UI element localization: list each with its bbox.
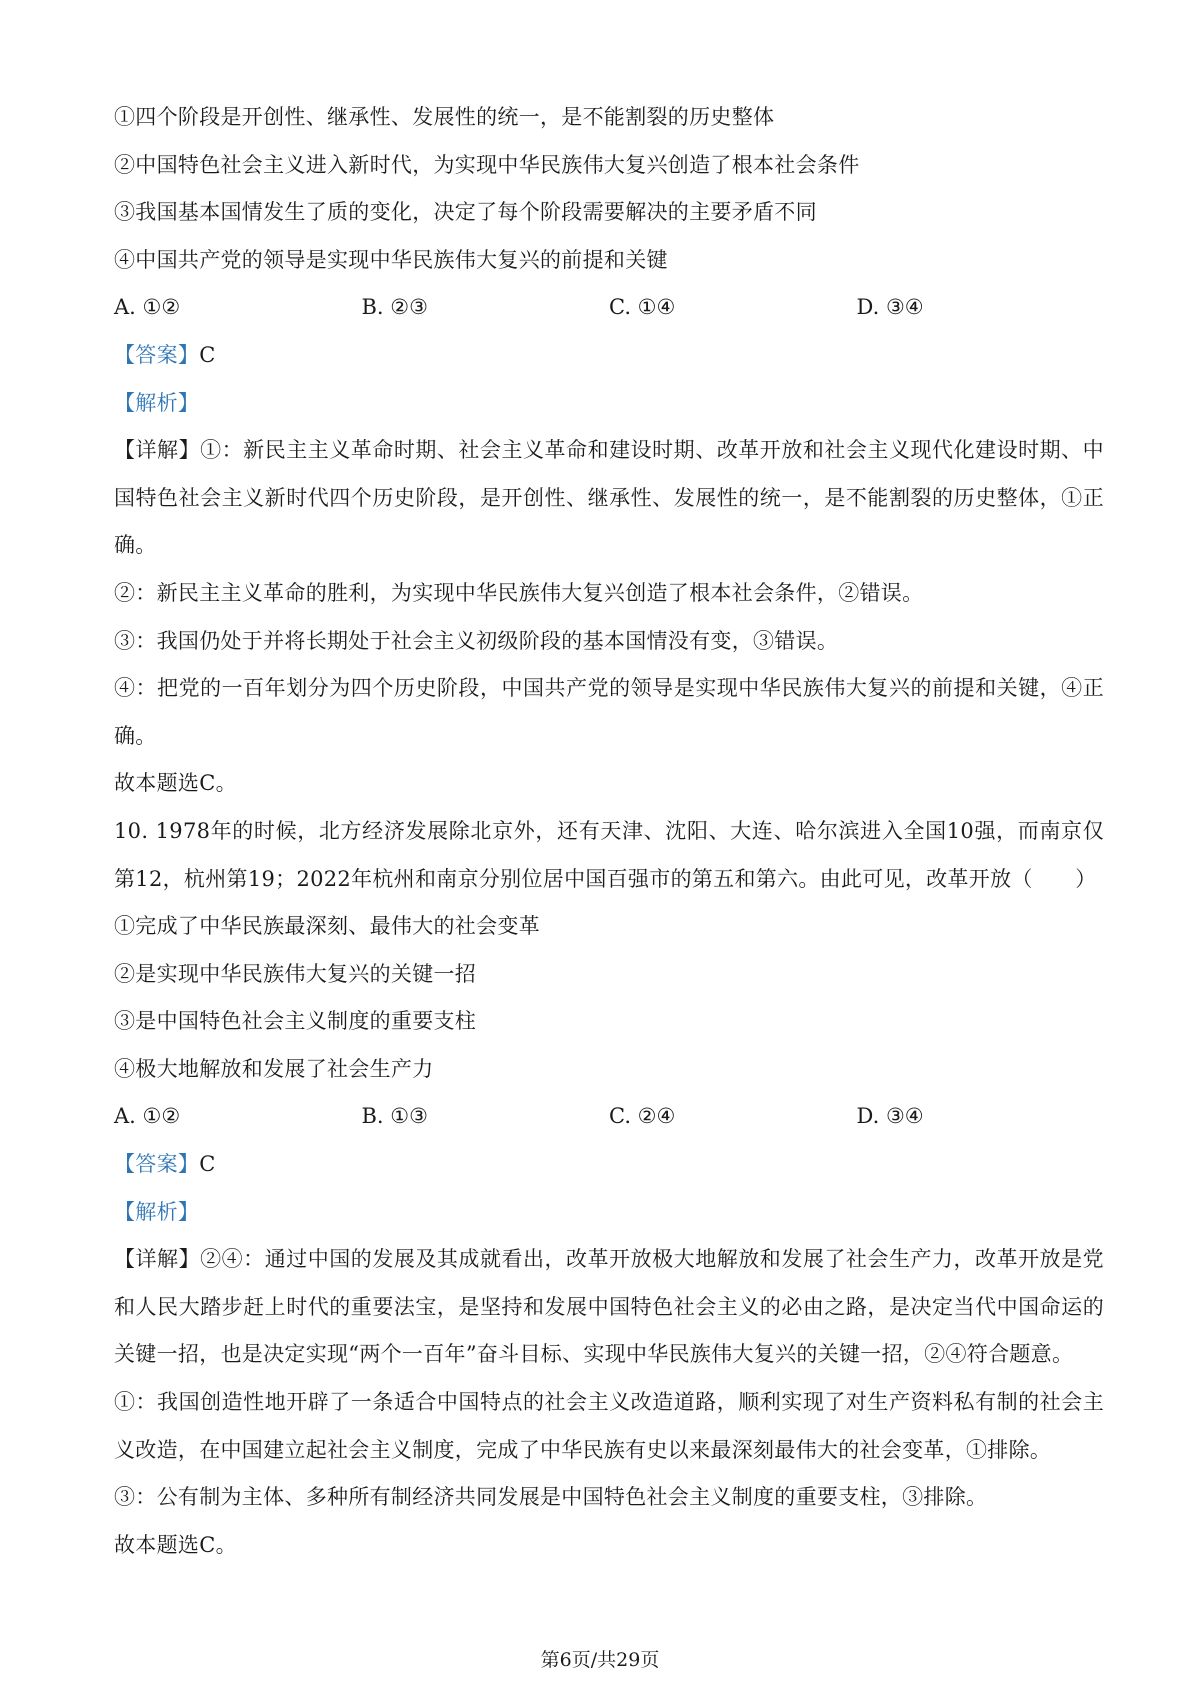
q10-option-c: C. ②④ — [609, 1104, 676, 1129]
document-page — [114, 94, 1104, 1569]
q9-statement-3: ③我国基本国情发生了质的变化，决定了每个阶段需要解决的主要矛盾不同 — [114, 200, 817, 225]
analysis-tag: 【解析】 — [114, 390, 200, 415]
q9-options — [114, 284, 1104, 332]
q9-conclusion: 故本题选C。 — [114, 771, 237, 796]
q10-answer — [114, 1141, 1104, 1189]
detail-tag: 【详解】 — [114, 1247, 201, 1272]
q9-option-d: D. ③④ — [856, 295, 924, 320]
q9-analysis — [114, 380, 1104, 428]
q9-statement-4: ④中国共产党的领导是实现中华民族伟大复兴的前提和关键 — [114, 247, 668, 272]
detail-tag: 【详解】 — [114, 438, 201, 463]
q9-detail-1 — [114, 427, 1104, 570]
q9-detail-2: ②：新民主主义革命的胜利，为实现中华民族伟大复兴创造了根本社会条件，②错误。 — [114, 580, 924, 605]
analysis-tag: 【解析】 — [114, 1199, 200, 1224]
q10-detail-3: ③：公有制为主体、多种所有制经济共同发展是中国特色社会主义制度的重要支柱，③排除。 — [114, 1485, 988, 1510]
q9-statement-2: ②中国特色社会主义进入新时代，为实现中华民族伟大复兴创造了根本社会条件 — [114, 152, 860, 177]
q10-stem: 10. 1978年的时候，北方经济发展除北京外，还有天津、沈阳、大连、哈尔滨进入全国10强，而南京仅第12，杭州第19；2022年杭州和南京分别位居中国百强市的第五和第六。由此可见，改革开放（ ） — [114, 818, 1104, 891]
q9-detail-3: ③：我国仍处于并将长期处于社会主义初级阶段的基本国情没有变，③错误。 — [114, 628, 839, 653]
q9-option-b: B. ②③ — [361, 295, 428, 320]
q10-analysis — [114, 1189, 1104, 1237]
answer-value: C — [199, 342, 216, 367]
page-number: 第6页/共29页 — [540, 1649, 660, 1671]
q10-statement-4: ④极大地解放和发展了社会生产力 — [114, 1056, 434, 1081]
q10-option-d: D. ③④ — [856, 1104, 924, 1129]
answer-value: C — [199, 1152, 216, 1177]
q10-detail-2: ①：我国创造性地开辟了一条适合中国特点的社会主义改造道路，顺利实现了对生产资料私有制的社会主义改造，在中国建立起社会主义制度，完成了中华民族有史以来最深刻最伟大的社会变革，①排除。 — [114, 1390, 1104, 1462]
q10-options — [114, 1093, 1104, 1141]
q9-statement-1: ①四个阶段是开创性、继承性、发展性的统一，是不能割裂的历史整体 — [114, 105, 775, 129]
q10-detail-1 — [114, 1236, 1104, 1379]
q10-statement-3: ③是中国特色社会主义制度的重要支柱 — [114, 1009, 477, 1034]
q9-option-c: C. ①④ — [609, 295, 676, 320]
detail-text: ①：新民主主义革命时期、社会主义革命和建设时期、改革开放和社会主义现代化建设时期、中国特色社会主义新时代四个历史阶段，是开创性、继承性、发展性的统一，是不能割裂的历史整体，①正确。 — [114, 438, 1104, 558]
q10-conclusion: 故本题选C。 — [114, 1532, 237, 1557]
q9-option-a: A. ①② — [114, 295, 181, 320]
detail-text: ②④：通过中国的发展及其成就看出，改革开放极大地解放和发展了社会生产力，改革开放是党和人民大踏步赶上时代的重要法宝，是坚持和发展中国特色社会主义的必由之路，是决定当代中国命运的关键一招，也是决定实现“两个一百年”奋斗目标、实现中华民族伟大复兴的关键一招，②④符合题意。 — [114, 1247, 1104, 1367]
q9-detail-4: ④：把党的一百年划分为四个历史阶段，中国共产党的领导是实现中华民族伟大复兴的前提和关键，④正确。 — [114, 676, 1104, 748]
q10-statement-1: ①完成了中华民族最深刻、最伟大的社会变革 — [114, 914, 540, 939]
q10-option-b: B. ①③ — [361, 1104, 428, 1129]
q9-answer — [114, 332, 1104, 380]
q10-option-a: A. ①② — [114, 1104, 181, 1129]
answer-tag: 【答案】 — [114, 1152, 200, 1177]
q10-statement-2: ②是实现中华民族伟大复兴的关键一招 — [114, 961, 477, 986]
answer-tag: 【答案】 — [114, 342, 200, 367]
